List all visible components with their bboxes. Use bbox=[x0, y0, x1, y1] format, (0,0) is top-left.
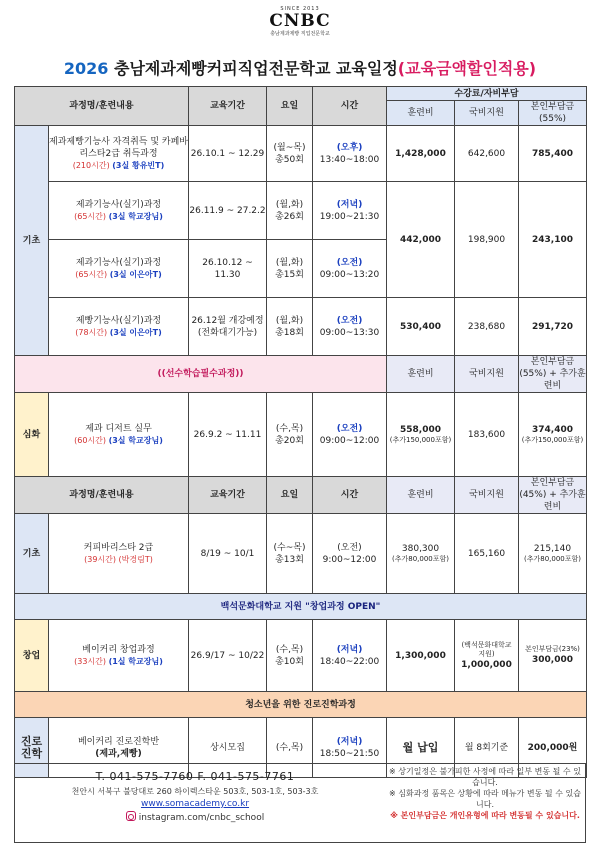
self-value: 374,400 bbox=[532, 425, 573, 435]
time-range: 19:00~21:30 bbox=[319, 211, 380, 222]
gov-value: 238,680 bbox=[455, 298, 519, 356]
category-startup: 창업 bbox=[15, 620, 49, 692]
self-cell bbox=[519, 620, 587, 692]
gov-value: 642,600 bbox=[455, 126, 519, 182]
gov-value-shared: 198,900 bbox=[455, 182, 519, 298]
logo-mark: CNBC bbox=[269, 11, 331, 31]
course-day-text: (월~목) bbox=[273, 142, 306, 153]
course-teacher: (3실 학교장님) bbox=[108, 435, 163, 445]
website-link[interactable]: www.somacademy.co.kr bbox=[140, 799, 250, 809]
course-period bbox=[189, 298, 267, 356]
self-value: 215,140 bbox=[533, 544, 572, 554]
self-cell bbox=[519, 393, 587, 477]
self-value: 200,000원 bbox=[519, 718, 587, 778]
course-cell bbox=[49, 126, 189, 182]
time-range: 09:00~12:00 bbox=[319, 435, 380, 446]
time-range: 18:40~22:00 bbox=[319, 656, 380, 667]
course-day-text: (수,목) bbox=[275, 423, 304, 434]
time-tag: (오전) bbox=[336, 315, 363, 326]
gov-value: 165,160 bbox=[455, 514, 519, 594]
course-teacher: (3실 이은아T) bbox=[109, 327, 162, 337]
header-course: 과정명/훈련내용 bbox=[15, 87, 189, 126]
course-name: 커피바리스타 2급 bbox=[83, 542, 154, 553]
course-day bbox=[267, 393, 313, 477]
self-value: 785,400 bbox=[519, 126, 587, 182]
course-cell bbox=[49, 620, 189, 692]
header-time: 시간 bbox=[313, 87, 387, 126]
course-period: 26.9.2 ~ 11.11 bbox=[189, 393, 267, 477]
tuition-value: 530,400 bbox=[387, 298, 455, 356]
course-day bbox=[267, 240, 313, 298]
self-note: (추가150,000포함) bbox=[521, 436, 584, 444]
startup-banner: 백석문화대학교 지원 "창업과정 OPEN" bbox=[15, 594, 587, 620]
course-period: 26.11.9 ~ 27.2.2 bbox=[189, 182, 267, 240]
course-name: 제과기능사(실기)과정 bbox=[75, 199, 162, 210]
course-name: 제과제빵기능사 자격취득 및 카페바리스타2급 취득과정 bbox=[49, 136, 188, 159]
note-menu: ※ 심화과정 품목은 상황에 따라 메뉴가 변동 될 수 있습니다. bbox=[389, 789, 581, 809]
time-tag: (저녁) bbox=[336, 199, 363, 210]
course-day-text: (수~목) bbox=[273, 542, 306, 553]
course-teacher: (3실 황유빈T) bbox=[112, 160, 165, 170]
logo-subtitle: 충남제과제빵 직업전문학교 bbox=[270, 31, 330, 37]
page-header bbox=[0, 0, 600, 86]
tuition-cell bbox=[387, 393, 455, 477]
tuition-note: (추가150,000포함) bbox=[389, 436, 452, 444]
self-label: 본인부담금(23%) bbox=[525, 645, 580, 653]
time-range: 09:00~13:20 bbox=[319, 269, 380, 280]
course-hours: (39시간) bbox=[84, 554, 116, 564]
notes-block bbox=[387, 766, 583, 821]
course-day bbox=[267, 298, 313, 356]
header-tuition: 훈련비 bbox=[387, 477, 455, 514]
course-day bbox=[267, 126, 313, 182]
course-cell bbox=[49, 182, 189, 240]
course-hours: (65시간) bbox=[74, 211, 107, 221]
header-tuition: 훈련비 bbox=[387, 356, 455, 393]
header-self-extra: 본인부담금(55%) + 추가훈련비 bbox=[519, 357, 586, 391]
course-period: 26.10.1 ~ 12.29 bbox=[189, 126, 267, 182]
course-name: 제빵기능사(실기)과정 bbox=[75, 315, 162, 326]
category-advanced: 심화 bbox=[15, 393, 49, 477]
course-teacher: (1실 학교장님) bbox=[108, 656, 163, 666]
self-value-shared: 243,100 bbox=[519, 182, 587, 298]
course-time bbox=[313, 393, 387, 477]
prerequisite-banner: ((선수학습필수과정)) bbox=[15, 356, 387, 393]
header-day: 요일 bbox=[267, 477, 313, 514]
schedule-table bbox=[14, 86, 587, 778]
tuition-value: 380,300 bbox=[401, 544, 440, 554]
category-basic: 기초 bbox=[15, 126, 49, 356]
course-cell bbox=[49, 393, 189, 477]
course-period-note: (전화대기가능) bbox=[197, 327, 258, 338]
youth-banner: 청소년을 위한 진로진학과정 bbox=[15, 692, 587, 718]
course-name: 제과기능사(실기)과정 bbox=[75, 257, 162, 268]
course-sessions: 총50회 bbox=[275, 154, 304, 165]
page-title bbox=[0, 56, 600, 79]
gov-value: 월 8회기준 bbox=[455, 718, 519, 778]
tuition-cell bbox=[387, 514, 455, 594]
phone-fax: T. 041-575-7760 F. 041-575-7761 bbox=[95, 770, 295, 783]
course-hours: (60시간) bbox=[74, 435, 107, 445]
contact-block bbox=[15, 770, 375, 823]
course-day bbox=[267, 182, 313, 240]
course-time bbox=[313, 620, 387, 692]
course-sessions: 총26회 bbox=[275, 211, 304, 222]
instagram-link[interactable] bbox=[15, 811, 375, 823]
course-time bbox=[313, 240, 387, 298]
category-youth-line2: 진학 bbox=[20, 746, 43, 760]
course-cell bbox=[49, 240, 189, 298]
time-tag: (오후) bbox=[336, 142, 363, 153]
course-cell bbox=[49, 514, 189, 594]
tuition-value: 558,000 bbox=[400, 425, 441, 435]
header-tuition: 훈련비 bbox=[387, 101, 455, 126]
course-day bbox=[267, 514, 313, 594]
course-day: (수,목) bbox=[267, 718, 313, 778]
time-tag: (오전) bbox=[336, 257, 363, 268]
category-coffee: 기초 bbox=[15, 514, 49, 594]
course-hours: (78시간) bbox=[75, 327, 108, 337]
gov-value: 183,600 bbox=[455, 393, 519, 477]
course-time bbox=[313, 126, 387, 182]
time-tag: (저녁) bbox=[336, 644, 363, 655]
instagram-handle: instagram.com/cnbc_school bbox=[138, 813, 265, 823]
course-name: 베이커리 진로진학반 bbox=[77, 736, 160, 747]
gov-label: (백석문화대학교 bbox=[461, 640, 512, 649]
course-day-text: (월,화) bbox=[275, 199, 304, 210]
time-range: 9:00~12:00 bbox=[322, 554, 377, 565]
header-gov: 국비지원 bbox=[455, 356, 519, 393]
course-teacher: (3실 학교장님) bbox=[108, 211, 163, 221]
tuition-value: 월 납입 bbox=[387, 718, 455, 778]
course-period-text: 26.12월 개강예정 bbox=[191, 315, 264, 326]
course-day-text: (수,목) bbox=[275, 644, 304, 655]
gov-value: 1,000,000 bbox=[461, 659, 512, 670]
course-sessions: 총15회 bbox=[275, 269, 304, 280]
time-range: 09:00~13:30 bbox=[319, 327, 380, 338]
course-period: 상시모집 bbox=[189, 718, 267, 778]
course-subtitle: (제과,제빵) bbox=[95, 748, 142, 759]
tuition-note: (추가80,000포함) bbox=[391, 555, 449, 563]
course-hours: (33시간) bbox=[74, 656, 107, 666]
header-gov: 국비지원 bbox=[455, 101, 519, 126]
course-day bbox=[267, 620, 313, 692]
course-sessions: 총10회 bbox=[275, 656, 304, 667]
header-day: 요일 bbox=[267, 87, 313, 126]
header-course: 과정명/훈련내용 bbox=[15, 477, 189, 514]
header-period: 교육기간 bbox=[189, 87, 267, 126]
time-tag: (오전) bbox=[336, 423, 363, 434]
title-year: 2026 bbox=[63, 59, 109, 78]
header-gov: 국비지원 bbox=[455, 477, 519, 514]
course-day-text: (월,화) bbox=[275, 257, 304, 268]
note-schedule: ※ 상기일정은 불가피한 사정에 따라 일부 변동 될 수 있습니다. bbox=[389, 767, 581, 787]
title-main: 충남제과제빵커피직업전문학교 교육일정 bbox=[114, 59, 398, 78]
time-range: 18:50~21:50 bbox=[319, 748, 380, 759]
gov-cell bbox=[455, 620, 519, 692]
course-hours: (65시간) bbox=[75, 269, 108, 279]
course-day-text: (월,화) bbox=[275, 315, 304, 326]
gov-label-2: 지원) bbox=[478, 649, 495, 658]
course-time bbox=[313, 514, 387, 594]
course-cell bbox=[49, 298, 189, 356]
course-period: 8/19 ~ 10/1 bbox=[189, 514, 267, 594]
course-sessions: 총13회 bbox=[275, 554, 304, 565]
time-range: 13:40~18:00 bbox=[319, 154, 380, 165]
header-self-extra: 본인부담금(45%) + 추가훈련비 bbox=[519, 478, 586, 512]
note-fee: ※ 본인부담금은 개인유형에 따라 변동될 수 있습니다. bbox=[390, 811, 580, 820]
header-period: 교육기간 bbox=[189, 477, 267, 514]
course-period: 26.9/17 ~ 10/22 bbox=[189, 620, 267, 692]
tuition-value: 1,300,000 bbox=[387, 620, 455, 692]
header-self: 본인부담금(55%) bbox=[519, 101, 587, 126]
tuition-value-shared: 442,000 bbox=[387, 182, 455, 298]
tuition-value: 1,428,000 bbox=[387, 126, 455, 182]
course-time bbox=[313, 182, 387, 240]
self-cell bbox=[519, 514, 587, 594]
school-logo bbox=[255, 6, 345, 37]
self-note: (추가80,000포함) bbox=[523, 555, 581, 563]
course-hours: (210시간) bbox=[72, 160, 110, 170]
self-value: 300,000 bbox=[532, 655, 573, 665]
course-name: 제과 디저트 실무 bbox=[85, 423, 152, 434]
category-youth-line1: 진로 bbox=[20, 734, 43, 748]
header-fee-group: 수강료/자비부담 bbox=[387, 87, 587, 101]
course-teacher: (박경림T) bbox=[118, 554, 153, 564]
title-highlight: (교육금액할인적용) bbox=[397, 59, 537, 78]
address: 천안시 서북구 불당대로 260 하이렉스타운 503호, 503-1호, 503-3호 bbox=[71, 787, 319, 796]
time-tag: (저녁) bbox=[336, 736, 363, 747]
course-teacher: (3실 이은아T) bbox=[109, 269, 162, 279]
course-sessions: 총18회 bbox=[275, 327, 304, 338]
header-time: 시간 bbox=[313, 477, 387, 514]
course-name: 베이커리 창업과정 bbox=[82, 644, 155, 655]
contact-footer bbox=[14, 763, 586, 843]
course-time bbox=[313, 298, 387, 356]
time-tag: (오전) bbox=[337, 542, 362, 553]
course-period: 26.10.12 ~ 11.30 bbox=[189, 240, 267, 298]
logo-since: SINCE 2013 bbox=[280, 6, 320, 12]
course-sessions: 총20회 bbox=[275, 435, 304, 446]
instagram-icon bbox=[126, 811, 136, 821]
self-value: 291,720 bbox=[519, 298, 587, 356]
